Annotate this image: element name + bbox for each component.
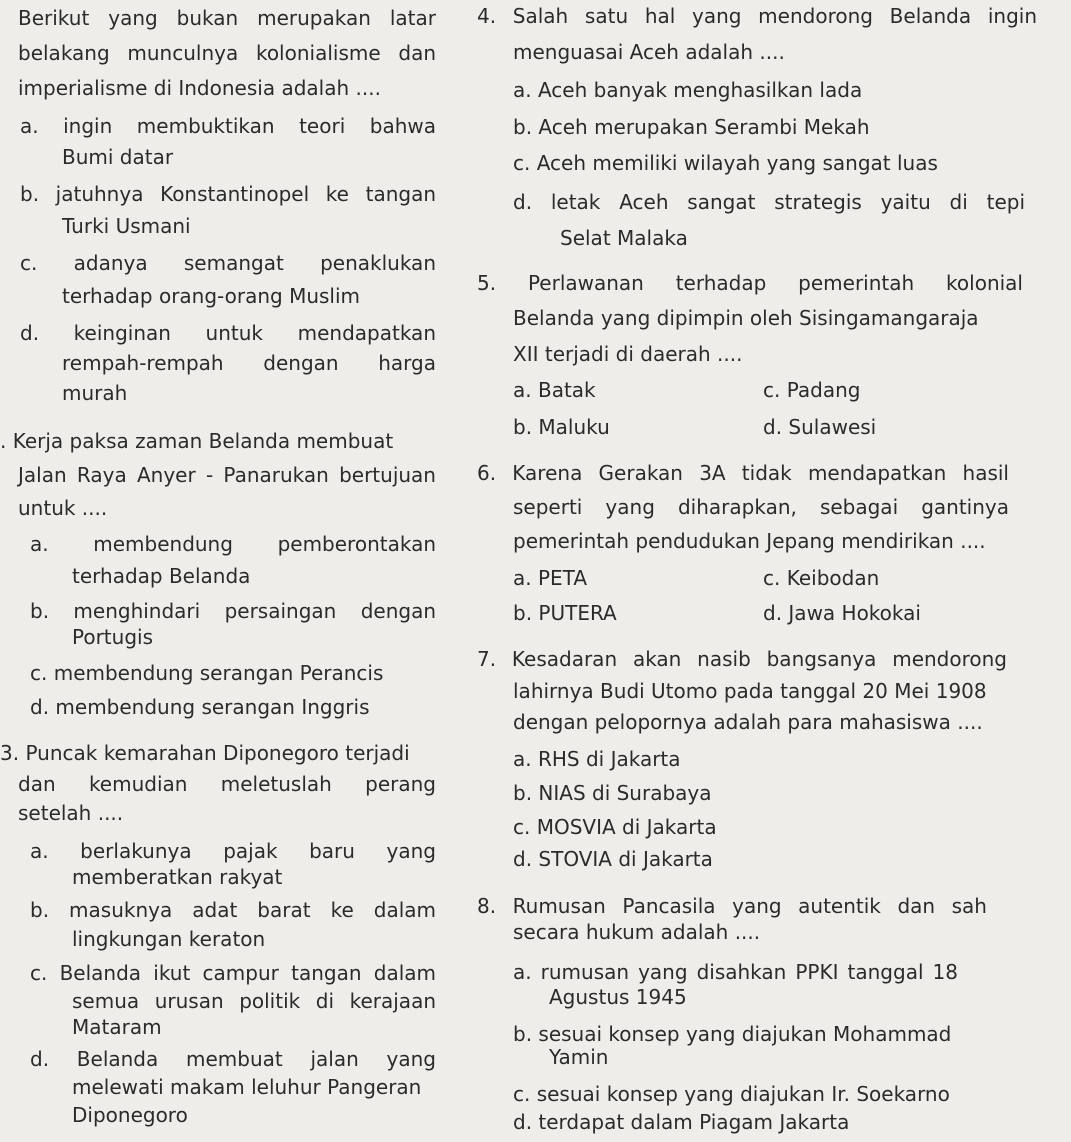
option-c[interactable]: c. Aceh memiliki wilayah yang sangat luas	[513, 151, 938, 175]
question-stem-line: 4. Salah satu hal yang mendorong Belanda ingin	[477, 4, 1037, 28]
option-a-cont: terhadap Belanda	[72, 564, 251, 588]
question-stem-line: dengan pelopornya adalah para mahasiswa ....	[513, 710, 983, 734]
option-d-cont: Selat Malaka	[560, 226, 688, 250]
option-a[interactable]: a. ingin membuktikan teori bahwa	[20, 114, 436, 138]
question-stem-line: 3. Puncak kemarahan Diponegoro terjadi	[0, 741, 410, 765]
question-stem-line: pemerintah pendudukan Jepang mendirikan ....	[513, 529, 986, 553]
question-stem-line: lahirnya Budi Utomo pada tanggal 20 Mei 1908	[513, 679, 987, 703]
option-d-cont: Diponegoro	[72, 1103, 188, 1127]
question-stem-line: Jalan Raya Anyer - Panarukan bertujuan	[18, 463, 436, 487]
option-a[interactable]: a. RHS di Jakarta	[513, 747, 681, 771]
option-d[interactable]: d. Jawa Hokokai	[763, 601, 921, 625]
option-b[interactable]: b. NIAS di Surabaya	[513, 781, 712, 805]
question-stem-line: . Kerja paksa zaman Belanda membuat	[0, 429, 394, 453]
option-c-cont: Mataram	[72, 1015, 162, 1039]
option-b-cont: lingkungan keraton	[72, 927, 266, 951]
question-stem-line: seperti yang diharapkan, sebagai gantinya	[513, 495, 1009, 519]
question-stem-line: menguasai Aceh adalah ....	[513, 40, 785, 64]
option-d[interactable]: d. Belanda membuat jalan yang	[30, 1047, 436, 1071]
option-b[interactable]: b. Aceh merupakan Serambi Mekah	[513, 115, 870, 139]
question-stem-line: untuk ....	[18, 496, 108, 520]
option-b[interactable]: b. sesuai konsep yang diajukan Mohammad	[513, 1022, 952, 1046]
option-d[interactable]: d. membendung serangan Inggris	[30, 695, 370, 719]
option-d[interactable]: d. letak Aceh sangat strategis yaitu di tepi	[513, 190, 1025, 214]
option-b[interactable]: b. masuknya adat barat ke dalam	[30, 898, 436, 922]
option-c[interactable]: c. Belanda ikut campur tangan dalam	[30, 961, 436, 985]
option-d-cont: murah	[62, 381, 128, 405]
question-stem-line: Berikut yang bukan merupakan latar	[18, 6, 436, 30]
option-b[interactable]: b. jatuhnya Konstantinopel ke tangan	[20, 182, 436, 206]
question-stem-line: imperialisme di Indonesia adalah ....	[18, 76, 381, 100]
option-d[interactable]: d. terdapat dalam Piagam Jakarta	[513, 1110, 850, 1134]
option-c[interactable]: c. MOSVIA di Jakarta	[513, 815, 717, 839]
option-b-cont: Yamin	[549, 1045, 609, 1069]
option-a[interactable]: a. rumusan yang disahkan PPKI tanggal 18	[513, 960, 958, 984]
option-c-cont: semua urusan politik di kerajaan	[72, 989, 436, 1013]
option-d[interactable]: d. STOVIA di Jakarta	[513, 847, 713, 871]
option-d[interactable]: d. Sulawesi	[763, 415, 877, 439]
option-a[interactable]: a. membendung pemberontakan	[30, 532, 436, 556]
option-d[interactable]: d. keinginan untuk mendapatkan	[20, 321, 436, 345]
option-a[interactable]: a. Batak	[513, 378, 596, 402]
option-b[interactable]: b. PUTERA	[513, 601, 617, 625]
option-c[interactable]: c. Keibodan	[763, 566, 880, 590]
option-a-cont: Bumi datar	[62, 145, 174, 169]
question-stem-line: 5. Perlawanan terhadap pemerintah kolonial	[477, 271, 1023, 295]
question-stem-line: 7. Kesadaran akan nasib bangsanya mendorong	[477, 647, 1007, 671]
option-c[interactable]: c. adanya semangat penaklukan	[20, 251, 436, 275]
option-a[interactable]: a. berlakunya pajak baru yang	[30, 839, 436, 863]
option-a-cont: memberatkan rakyat	[72, 865, 283, 889]
option-c[interactable]: c. sesuai konsep yang diajukan Ir. Soekarno	[513, 1082, 950, 1106]
question-stem-line: Belanda yang dipimpin oleh Sisingamangaraja	[513, 306, 979, 330]
option-a[interactable]: a. PETA	[513, 566, 588, 590]
question-stem-line: 8. Rumusan Pancasila yang autentik dan sah	[477, 894, 987, 918]
option-c[interactable]: c. membendung serangan Perancis	[30, 661, 384, 685]
question-stem-line: belakang munculnya kolonialisme dan	[18, 41, 436, 65]
question-stem-line: setelah ....	[18, 801, 124, 825]
option-b-cont: Turki Usmani	[62, 214, 191, 238]
question-stem-line: XII terjadi di daerah ....	[513, 342, 743, 366]
option-d-cont: melewati makam leluhur Pangeran	[72, 1075, 422, 1099]
option-c-cont: terhadap orang-orang Muslim	[62, 284, 361, 308]
option-b[interactable]: b. Maluku	[513, 415, 610, 439]
question-stem-line: 6. Karena Gerakan 3A tidak mendapatkan hasil	[477, 461, 1009, 485]
option-a[interactable]: a. Aceh banyak menghasilkan lada	[513, 78, 863, 102]
option-c[interactable]: c. Padang	[763, 378, 861, 402]
option-d-cont: rempah-rempah dengan harga	[62, 351, 436, 375]
option-a-cont: Agustus 1945	[549, 985, 687, 1009]
question-stem-line: secara hukum adalah ....	[513, 920, 761, 944]
option-b-cont: Portugis	[72, 625, 153, 649]
option-b[interactable]: b. menghindari persaingan dengan	[30, 599, 436, 623]
question-stem-line: dan kemudian meletuslah perang	[18, 772, 436, 796]
